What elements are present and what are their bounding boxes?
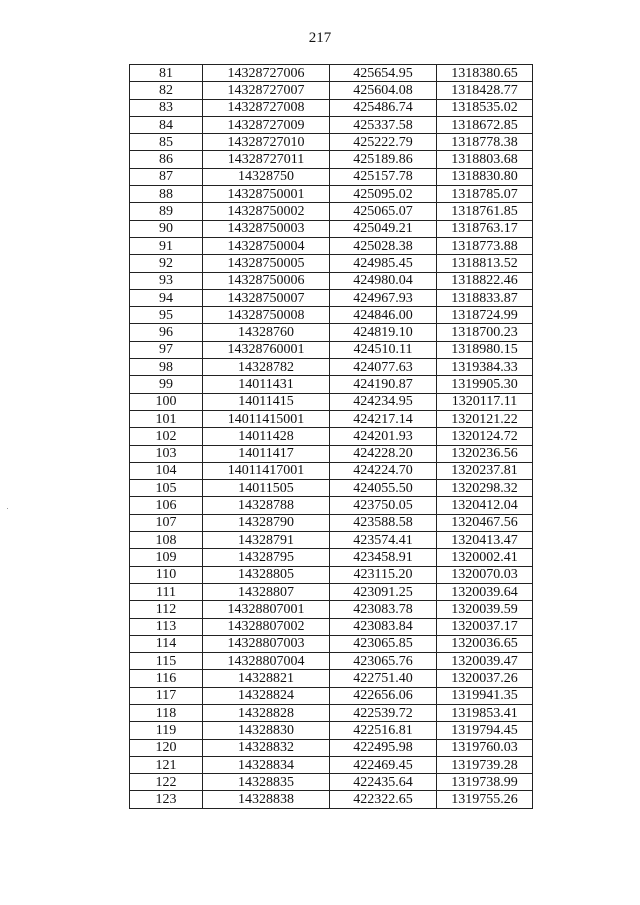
point-id-cell: 14328727006 (203, 65, 330, 82)
table-row (130, 134, 533, 151)
x-coordinate-cell: 424819.10 (330, 324, 437, 341)
point-id-cell: 14328750005 (203, 255, 330, 272)
row-index-cell: 84 (130, 116, 203, 133)
table-row (130, 480, 533, 497)
table-row (130, 410, 533, 427)
table-row (130, 756, 533, 773)
point-id-cell: 14328835 (203, 774, 330, 791)
y-coordinate-cell: 1320039.47 (437, 653, 533, 670)
x-coordinate-cell: 424234.95 (330, 393, 437, 410)
point-id-cell: 14328750001 (203, 186, 330, 203)
row-index-cell: 87 (130, 168, 203, 185)
point-id-cell: 14328795 (203, 549, 330, 566)
table-row (130, 549, 533, 566)
point-id-cell: 14328807001 (203, 601, 330, 618)
point-id-cell: 14328750008 (203, 307, 330, 324)
row-index-cell: 90 (130, 220, 203, 237)
point-id-cell: 14328750 (203, 168, 330, 185)
table-row (130, 168, 533, 185)
x-coordinate-cell: 424846.00 (330, 307, 437, 324)
row-index-cell: 109 (130, 549, 203, 566)
table-row (130, 774, 533, 791)
point-id-cell: 14011415 (203, 393, 330, 410)
table-row (130, 324, 533, 341)
y-coordinate-cell: 1320037.26 (437, 670, 533, 687)
point-id-cell: 14328750007 (203, 289, 330, 306)
x-coordinate-cell: 424201.93 (330, 428, 437, 445)
point-id-cell: 14328750004 (203, 237, 330, 254)
point-id-cell: 14328727011 (203, 151, 330, 168)
x-coordinate-cell: 424228.20 (330, 445, 437, 462)
table-row (130, 445, 533, 462)
row-index-cell: 101 (130, 410, 203, 427)
y-coordinate-cell: 1319738.99 (437, 774, 533, 791)
x-coordinate-cell: 422656.06 (330, 687, 437, 704)
row-index-cell: 111 (130, 583, 203, 600)
row-index-cell: 93 (130, 272, 203, 289)
page-number: 217 (308, 30, 332, 46)
y-coordinate-cell: 1318833.87 (437, 289, 533, 306)
point-id-cell: 14328750003 (203, 220, 330, 237)
row-index-cell: 120 (130, 739, 203, 756)
point-id-cell: 14328727007 (203, 82, 330, 99)
row-index-cell: 89 (130, 203, 203, 220)
y-coordinate-cell: 1318428.77 (437, 82, 533, 99)
x-coordinate-cell: 422516.81 (330, 722, 437, 739)
y-coordinate-cell: 1318535.02 (437, 99, 533, 116)
x-coordinate-cell: 425486.74 (330, 99, 437, 116)
point-id-cell: 14328750006 (203, 272, 330, 289)
point-id-cell: 14328788 (203, 497, 330, 514)
point-id-cell: 14011505 (203, 480, 330, 497)
table-row (130, 618, 533, 635)
y-coordinate-cell: 1320117.11 (437, 393, 533, 410)
point-id-cell: 14328807004 (203, 653, 330, 670)
y-coordinate-cell: 1320070.03 (437, 566, 533, 583)
y-coordinate-cell: 1318803.68 (437, 151, 533, 168)
x-coordinate-cell: 423574.41 (330, 532, 437, 549)
table-row (130, 151, 533, 168)
row-index-cell: 106 (130, 497, 203, 514)
row-index-cell: 91 (130, 237, 203, 254)
row-index-cell: 94 (130, 289, 203, 306)
table-row (130, 237, 533, 254)
table-row (130, 255, 533, 272)
table-row (130, 65, 533, 82)
x-coordinate-cell: 425049.21 (330, 220, 437, 237)
x-coordinate-cell: 422469.45 (330, 756, 437, 773)
point-id-cell: 14328838 (203, 791, 330, 808)
y-coordinate-cell: 1319739.28 (437, 756, 533, 773)
x-coordinate-cell: 424967.93 (330, 289, 437, 306)
y-coordinate-cell: 1318761.85 (437, 203, 533, 220)
x-coordinate-cell: 425654.95 (330, 65, 437, 82)
row-index-cell: 121 (130, 756, 203, 773)
x-coordinate-cell: 423083.84 (330, 618, 437, 635)
x-coordinate-cell: 423458.91 (330, 549, 437, 566)
row-index-cell: 92 (130, 255, 203, 272)
point-id-cell: 14328807003 (203, 635, 330, 652)
x-coordinate-cell: 424077.63 (330, 359, 437, 376)
table-row (130, 289, 533, 306)
table-row (130, 583, 533, 600)
point-id-cell: 14328807002 (203, 618, 330, 635)
point-id-cell: 14011428 (203, 428, 330, 445)
y-coordinate-cell: 1320037.17 (437, 618, 533, 635)
row-index-cell: 99 (130, 376, 203, 393)
x-coordinate-cell: 423091.25 (330, 583, 437, 600)
y-coordinate-cell: 1319853.41 (437, 704, 533, 721)
table-row (130, 514, 533, 531)
y-coordinate-cell: 1320413.47 (437, 532, 533, 549)
table-row (130, 462, 533, 479)
y-coordinate-cell: 1319794.45 (437, 722, 533, 739)
x-coordinate-cell: 422751.40 (330, 670, 437, 687)
row-index-cell: 83 (130, 99, 203, 116)
point-id-cell: 14328821 (203, 670, 330, 687)
row-index-cell: 110 (130, 566, 203, 583)
table-row (130, 497, 533, 514)
table-row (130, 116, 533, 133)
point-id-cell: 14328790 (203, 514, 330, 531)
table-row (130, 670, 533, 687)
point-id-cell: 14328805 (203, 566, 330, 583)
row-index-cell: 81 (130, 65, 203, 82)
table-row (130, 653, 533, 670)
row-index-cell: 86 (130, 151, 203, 168)
table-row (130, 341, 533, 358)
point-id-cell: 14328727008 (203, 99, 330, 116)
y-coordinate-cell: 1318980.15 (437, 341, 533, 358)
x-coordinate-cell: 425157.78 (330, 168, 437, 185)
x-coordinate-cell: 424980.04 (330, 272, 437, 289)
table-row (130, 601, 533, 618)
y-coordinate-cell: 1319941.35 (437, 687, 533, 704)
point-id-cell: 14328828 (203, 704, 330, 721)
row-index-cell: 108 (130, 532, 203, 549)
point-id-cell: 14328760001 (203, 341, 330, 358)
point-id-cell: 14328750002 (203, 203, 330, 220)
y-coordinate-cell: 1318763.17 (437, 220, 533, 237)
x-coordinate-cell: 422495.98 (330, 739, 437, 756)
row-index-cell: 116 (130, 670, 203, 687)
point-id-cell: 14328760 (203, 324, 330, 341)
coordinates-table (129, 64, 533, 809)
y-coordinate-cell: 1318380.65 (437, 65, 533, 82)
y-coordinate-cell: 1320124.72 (437, 428, 533, 445)
row-index-cell: 96 (130, 324, 203, 341)
row-index-cell: 103 (130, 445, 203, 462)
point-id-cell: 14011417001 (203, 462, 330, 479)
row-index-cell: 113 (130, 618, 203, 635)
x-coordinate-cell: 425095.02 (330, 186, 437, 203)
table-row (130, 272, 533, 289)
table-row (130, 704, 533, 721)
point-id-cell: 14011417 (203, 445, 330, 462)
point-id-cell: 14328807 (203, 583, 330, 600)
point-id-cell: 14328824 (203, 687, 330, 704)
row-index-cell: 95 (130, 307, 203, 324)
table-row (130, 687, 533, 704)
y-coordinate-cell: 1318778.38 (437, 134, 533, 151)
y-coordinate-cell: 1318724.99 (437, 307, 533, 324)
y-coordinate-cell: 1320298.32 (437, 480, 533, 497)
table-row (130, 186, 533, 203)
row-index-cell: 100 (130, 393, 203, 410)
row-index-cell: 122 (130, 774, 203, 791)
point-id-cell: 14011431 (203, 376, 330, 393)
point-id-cell: 14328832 (203, 739, 330, 756)
row-index-cell: 107 (130, 514, 203, 531)
y-coordinate-cell: 1318700.23 (437, 324, 533, 341)
x-coordinate-cell: 423083.78 (330, 601, 437, 618)
x-coordinate-cell: 422322.65 (330, 791, 437, 808)
y-coordinate-cell: 1318785.07 (437, 186, 533, 203)
x-coordinate-cell: 425604.08 (330, 82, 437, 99)
x-coordinate-cell: 423115.20 (330, 566, 437, 583)
row-index-cell: 114 (130, 635, 203, 652)
row-index-cell: 88 (130, 186, 203, 203)
y-coordinate-cell: 1320036.65 (437, 635, 533, 652)
row-index-cell: 119 (130, 722, 203, 739)
x-coordinate-cell: 425337.58 (330, 116, 437, 133)
x-coordinate-cell: 425028.38 (330, 237, 437, 254)
x-coordinate-cell: 423588.58 (330, 514, 437, 531)
row-index-cell: 123 (130, 791, 203, 808)
point-id-cell: 14328782 (203, 359, 330, 376)
table-row (130, 220, 533, 237)
table-row (130, 635, 533, 652)
y-coordinate-cell: 1318813.52 (437, 255, 533, 272)
table-row (130, 376, 533, 393)
y-coordinate-cell: 1318672.85 (437, 116, 533, 133)
table-row (130, 532, 533, 549)
row-index-cell: 97 (130, 341, 203, 358)
y-coordinate-cell: 1319755.26 (437, 791, 533, 808)
row-index-cell: 85 (130, 134, 203, 151)
point-id-cell: 14328834 (203, 756, 330, 773)
table-row (130, 739, 533, 756)
y-coordinate-cell: 1320121.22 (437, 410, 533, 427)
x-coordinate-cell: 422539.72 (330, 704, 437, 721)
row-index-cell: 115 (130, 653, 203, 670)
table-row (130, 82, 533, 99)
point-id-cell: 14328727010 (203, 134, 330, 151)
x-coordinate-cell: 425189.86 (330, 151, 437, 168)
y-coordinate-cell: 1318773.88 (437, 237, 533, 254)
row-index-cell: 118 (130, 704, 203, 721)
point-id-cell: 14011415001 (203, 410, 330, 427)
point-id-cell: 14328791 (203, 532, 330, 549)
y-coordinate-cell: 1318830.80 (437, 168, 533, 185)
x-coordinate-cell: 422435.64 (330, 774, 437, 791)
x-coordinate-cell: 424510.11 (330, 341, 437, 358)
row-index-cell: 105 (130, 480, 203, 497)
row-index-cell: 102 (130, 428, 203, 445)
table-row (130, 791, 533, 808)
margin-mark (7, 508, 8, 509)
y-coordinate-cell: 1319905.30 (437, 376, 533, 393)
y-coordinate-cell: 1320039.64 (437, 583, 533, 600)
row-index-cell: 117 (130, 687, 203, 704)
y-coordinate-cell: 1320039.59 (437, 601, 533, 618)
table-body (130, 65, 533, 809)
point-id-cell: 14328727009 (203, 116, 330, 133)
x-coordinate-cell: 425065.07 (330, 203, 437, 220)
y-coordinate-cell: 1318822.46 (437, 272, 533, 289)
x-coordinate-cell: 424190.87 (330, 376, 437, 393)
x-coordinate-cell: 423065.76 (330, 653, 437, 670)
y-coordinate-cell: 1320412.04 (437, 497, 533, 514)
x-coordinate-cell: 424055.50 (330, 480, 437, 497)
row-index-cell: 112 (130, 601, 203, 618)
table-row (130, 722, 533, 739)
table-row (130, 307, 533, 324)
x-coordinate-cell: 425222.79 (330, 134, 437, 151)
row-index-cell: 104 (130, 462, 203, 479)
x-coordinate-cell: 424224.70 (330, 462, 437, 479)
table-row (130, 428, 533, 445)
row-index-cell: 98 (130, 359, 203, 376)
y-coordinate-cell: 1319384.33 (437, 359, 533, 376)
table-row (130, 359, 533, 376)
y-coordinate-cell: 1320237.81 (437, 462, 533, 479)
table-row (130, 203, 533, 220)
x-coordinate-cell: 423065.85 (330, 635, 437, 652)
y-coordinate-cell: 1319760.03 (437, 739, 533, 756)
x-coordinate-cell: 423750.05 (330, 497, 437, 514)
y-coordinate-cell: 1320002.41 (437, 549, 533, 566)
x-coordinate-cell: 424985.45 (330, 255, 437, 272)
y-coordinate-cell: 1320236.56 (437, 445, 533, 462)
row-index-cell: 82 (130, 82, 203, 99)
table-row (130, 566, 533, 583)
x-coordinate-cell: 424217.14 (330, 410, 437, 427)
point-id-cell: 14328830 (203, 722, 330, 739)
table-row (130, 393, 533, 410)
table-row (130, 99, 533, 116)
y-coordinate-cell: 1320467.56 (437, 514, 533, 531)
